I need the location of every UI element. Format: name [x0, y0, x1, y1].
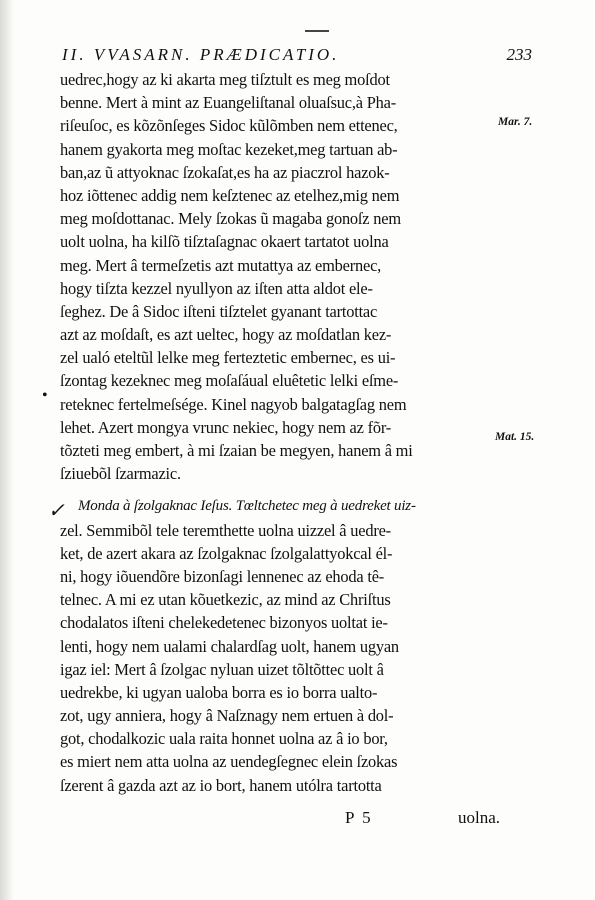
text-line: got, chodalkozic uala raita honnet uolna az â io bor, — [60, 729, 388, 749]
text-line: zot, ugy anniera, hogy â Naſznagy nem ertuen à dol- — [60, 706, 394, 726]
text-line: ſeghez. De â Sidoc iſteni tiſztelet gyanant tartottac — [60, 301, 378, 321]
text-line: hogy tiſzta kezzel nyullyon az iſten atta aldot ele- — [60, 278, 373, 298]
text-line: uedrekbe, ki ugyan ualoba borra es io borra ualto- — [60, 682, 378, 702]
text-line: es miert nem atta uolna az uendegſegnec elein ſzokas — [60, 752, 398, 772]
catchword: uolna. — [457, 808, 500, 827]
text-line: igaz iel: Mert â ſzolgac nyluan uizet tõltõttec uolt â — [60, 659, 384, 679]
page-number: 233 — [506, 45, 532, 64]
text-line: hoz iõttenec addig nem keſztenec az etelhez,mig nem — [60, 185, 400, 205]
text-line: hanem gyakorta meg moſtac kezeket,meg tartuan ab- — [60, 139, 398, 159]
margin-note-mat-15: Mat. 15. — [495, 431, 535, 443]
page-footer — [60, 808, 500, 834]
text-line: ni, hogy iõuendõre bizonſagi lennenec az ehoda tê- — [60, 566, 385, 586]
text-line: ſzontag kezeknec meg moſaſáual eluêtetic lelki eſme- — [60, 371, 399, 391]
text-line: benne. Mert à mint az Euangeliſtanal oluaſsuc,à Pha- — [60, 93, 396, 113]
text-line: lehet. Azert mongya vrunc nekiec, hogy nem az fõr- — [60, 417, 392, 437]
text-line: chodalatos iſteni chelekedetenec bizonyos uoltat ie- — [60, 613, 388, 633]
text-line: ban,az ũ attyoknac ſzokaſat,es ha az piaczrol hazok- — [60, 162, 390, 182]
text-line: uedrec,hogy az ki akarta meg tiſztult es meg moſdot — [60, 70, 390, 89]
text-line: zel. Semmibõl tele teremthette uolna uizzel â uedre- — [60, 520, 391, 540]
scripture-quote-line: Monda à ſzolgaknac Ieſus. Tœltchetec meg à uedreket uiz- — [78, 498, 416, 515]
running-title: II. VVASARN. PRÆDICATIO. — [62, 45, 340, 64]
text-line: tõzteti meg embert, à mi ſzaian be megyen, hanem â mi — [60, 441, 413, 460]
text-line: ket, de azert akara az ſzolgaknac ſzolgalattyokcal él- — [60, 543, 393, 563]
text-line: ſziuebõl ſzarmazic. — [60, 464, 181, 484]
text-line: meg. Mert â termeſzetis azt mutattya az embernec, — [60, 255, 382, 275]
text-line: zel ualó eteltũl lelke meg ferteztetic embernec, es ui- — [60, 348, 396, 368]
body-text — [60, 68, 500, 797]
text-line: uolt uolna, ha kilſõ tiſztaſagnac okaert tartatot uolna — [60, 232, 389, 252]
text-line: meg moſdottanac. Mely ſzokas ũ magaba gonoſz nem — [60, 209, 401, 229]
paragraph-mark-icon: ✓ — [48, 500, 65, 522]
page-gutter-shadow — [0, 0, 14, 900]
signature-mark: P 5 — [345, 808, 373, 827]
text-line: telnec. A mi ez utan kõuetkezic, az mind az Chriſtus — [60, 590, 391, 610]
text-line: azt az moſdaſt, es azt ueltec, hogy az moſdatlan kez- — [60, 325, 392, 345]
text-line: lenti, hogy nem ualami chalardſag uolt, hanem ugyan — [60, 636, 399, 656]
top-rule-mark — [305, 30, 329, 32]
margin-bullet-icon: • — [42, 387, 48, 404]
margin-note-mark-7: Mar. 7. — [498, 116, 533, 128]
text-line: reteknec fertelmeſsége. Kinel nagyob balgatagſag nem — [60, 394, 407, 414]
text-line: riſeuſoc, es kõzõnſeges Sidoc kũlõmben nem ettenec, — [60, 116, 398, 136]
text-line: ſzerent â gazda azt az io bort, hanem utólra tartotta — [60, 775, 382, 795]
